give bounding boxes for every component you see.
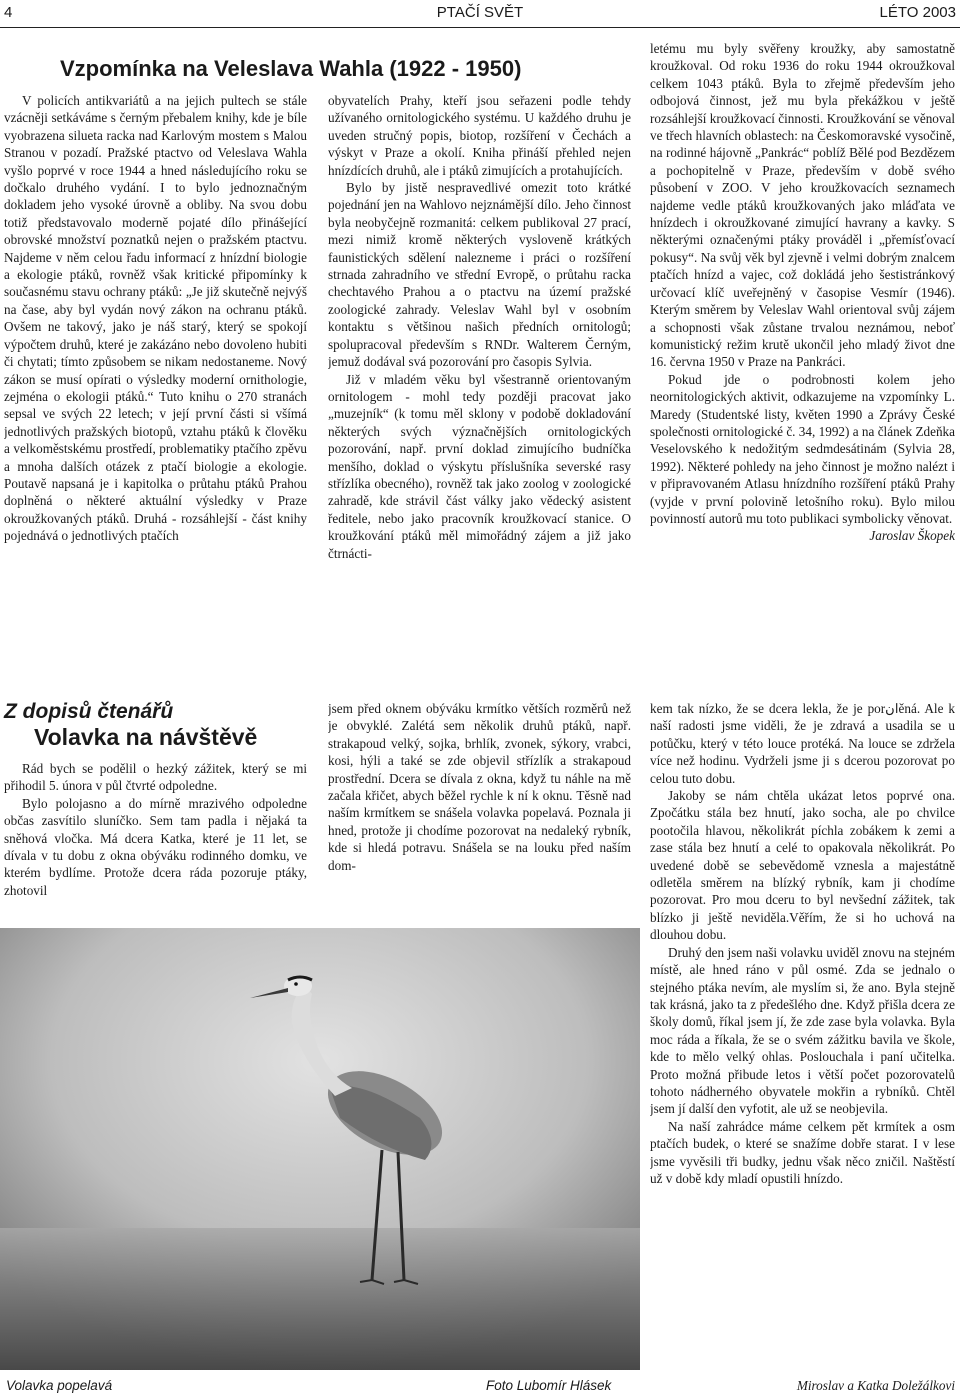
heron-illustration xyxy=(0,928,640,1370)
paragraph: Na naší zahrádce máme celkem pět krmítek a osm ptačích budek, o které se snažíme dobře starat. I v lese jsme vyvěsili tři budky, jednu však něco zničil. Naštěstí už v době kdy mladí opustili hnízdo. xyxy=(650,1118,955,1186)
article2-column-2 xyxy=(328,700,631,920)
page-number: 4 xyxy=(4,4,13,21)
article1-column-2 xyxy=(328,92,631,684)
paragraph: Jakoby se nám chtěla ukázat letos poprvé ona. Zpočátku stála bez hnutí, jako socha, ale po chvilce pootočila hlavou, několikrát píchla zobákem k zemi a zase stála bez hnutí a celé to opakovala několikrát. Po uvedené době se sebevědomě vznesla a majestátně odletěla směrem na blízký rybník, kam ji chodíme pozorovat. Pro mou dceru to byl nevšední zážitek, tak blízko ji ještě neviděla.Věřím, že si ho uchová na dlouhou dobu. xyxy=(650,788,955,943)
letter-signature: Miroslav a Katka Doležálkovi xyxy=(796,1378,955,1393)
article-title: Vzpomínka na Veleslava Wahla (1922 - 1950) xyxy=(60,56,522,81)
author-signature: Jaroslav Škopek xyxy=(869,528,955,544)
paragraph: Pokud jde o podrobnosti kolem jeho neornitologických aktivit, odkazujeme na vzpomínky L. Maredy (Studentské listy, květen 1990 a Zprávy České společnosti ornitologické č. 34, 1992) a na článek Zdeňka Veselovského k nedožitým sedmdesátinám (Sylvia 28, 1992). Některé pohledy na jeho činnost je možno nalézt i v připravovaném Atlasu hnízdního rozšíření ptáků Prahy (vyjde v první polovině letošního roku). Bylo milou povinností autorů mu toto publikaci symbolicky věnovat. xyxy=(650,371,955,526)
paragraph: obyvatelích Prahy, kteří jsou seřazeni podle tehdy užívaného ornitologického systému. U každého druhu je uveden stručný popis, biotop, rozšíření v Čechách a výskyt v Praze a okolí. Kniha přináší přehled nejen hnízdících druhů, ale i ptáků zimujících a protahujících. xyxy=(328,93,631,178)
magazine-title: PTAČÍ SVĚT xyxy=(436,4,524,21)
paragraph: Bylo by jistě nespravedlivé omezit toto krátké pojednání jen na Wahlovo nejznámější dílo. Jeho činnost byla neobyčejně rozmanitá: celkem publikoval 27 prací, mezi nimiž kromě některých vysloveně krátkých faunistických sdělení nalezneme i práci o rozšíření strnada zahradního ve střední Evropě, o průtahu racka chechtavého Prahou a o ptactvu na území pražské zoologické zahrady. Veleslav Wahl byl v osobním kontaktu s většinou našich předních ornitologů; spolupracoval především s RNDr. Walterem Černým, jemuž dodával svá pozorování pro časopis Sylvia. xyxy=(328,180,631,370)
section-title: Z dopisů čtenářů xyxy=(4,700,174,723)
paragraph: jsem před oknem obýváku krmítko větších rozměrů než je obvyklé. Zalétá sem několik druhů ptáků, např. strakapoud velký, sojka, brhlík, zvonek, sýkory, vrabci, kosi, hýli a také se zde objevil střízlík a strakapoud prostřední. Dcera se dívala z okna, když tu náhle na mě začala křičet, abych běžel rychle k ní k oknu. Těsně nad naším krmítkem se snášela volavka popelavá. Poznala ji hned, protože ji chodíme pozorovat na nedaleký rybník, kde si hledá potravu. Snášela se na louku před naším dom- xyxy=(328,701,631,873)
paragraph: Již v mladém věku byl všestranně orientovaným ornitologem - mohl tedy později pracovat jako „muzejník“ (k tomu měl sklony v podobě dokladování některých svých význačnějších ornitologických pozorování, např. první doklad zimujícího budníčka menšího, doklad o výskytu příslušníka severské rasy střízlíka obecného), rovněž tak jako zoolog v zoologické zahradě, kde strávil část války jako vědecký asistent ředitele, nebo jako pracovník kroužkovací stanice. O kroužkování ptáků měl mimořádný zájem a již jako čtrnácti- xyxy=(328,371,631,561)
heron-photo xyxy=(0,928,640,1370)
article1-column-1 xyxy=(4,92,307,684)
article1-column-3 xyxy=(650,40,955,684)
header-rule xyxy=(0,27,960,28)
paragraph: V policích antikvariátů a na jejich pultech se stále vzácněji setkáváme s černým přebalem knihy, kde je bíle vyobrazena silueta racka nad Karlovým mostem s Malou Stranou v pozadí. Pražské ptactvo od Veleslava Wahla vyšlo poprvé v roce 1944 a hned následujícího roku se dočkalo druhého vydání. I to bylo jednoznačným dokladem jeho vysoké úrovně a obliby. Na svou dobu totiž představovalo moderně pojaté dílo přinášející obrovské množství poznatků nejen o pražském ptactvu. Najdeme v něm celou řadu informací z hnízdní biologie a ekologie ptáků, rovněž však kritické připomínky k současnému stavu ochrany ptáků: „Je již skutečně nejvýš na čase, aby byl vydán nový zákon na ochranu ptáků. Ovšem ne takový, jako je náš starý, který se spokojí výpočtem druhů, které je zakázáno nebo dovoleno hubiti či chytati; tímto způsobem se nikam nedostaneme. Nový zákon se musí opírati o výsledky moderní ornithologie, zejména o ekologii ptáků.“ Tuto knihu o 270 stranách sepsal ve svých 22 letech; v její první části si všímá jednotlivých pražských biotopů, vztahu ptáků k člověku a velkoměstskému prostředí, problematiky ptačího zpěvu a mnoha dalších otázek z ptačí biologie a ekologie. Poutavě napsaná je i kapitolka o průtahu ptáků Prahou doplněná o některé aktuální výsledky v Praze okroužkovaných ptáků. Druhá - rozsáhlejší - část knihy pojednává o jednotlivých ptačích xyxy=(4,93,307,544)
paragraph: kem tak nízko, že se dcera lekla, že je porانěná. Ale k naší radosti jsme viděli, že je zdravá a usadila se u potůčku, který v této louce protéká. Na louce se zdržela více než hodinu. Vydrželi jsme ji s dcerou pozorovat po celou tuto dobu. xyxy=(650,701,955,786)
paragraph: Druhý den jsem naši volavku uviděl znovu na stejném místě, ale hned ráno v půl osmé. Zda se jednalo o stejného ptáka nevím, ale myslím si, že ano. Byla stejně tak krásná, jako ta z předešlého dne. Když přišla dcera ze školy domů, říkal jsem jí, že zde zase byla volavka. Byla moc ráda a říkala, že se o svém zážitku bavila ve škole, kde to mělo velký ohlas. Poslouchala i paní učitelka. Proto možná přibude letos i větší počet pozorovatelů tohoto nádherného obyvatele mokřin a rybníků. Chtěl jsem jí další den vyfotit, ale už se neobjevila. xyxy=(650,944,955,1117)
photo-credit: Foto Lubomír Hlásek xyxy=(486,1378,612,1393)
article2-column-3 xyxy=(650,700,955,1376)
paragraph: Bylo polojasno a do mírně mrazivého odpoledne občas zasvítilo sluníčko. Sem tam padla i nějaká ta sněhová vločka. Má dcera Katka, které je 11 let, se dívala v tu dobu z okna obýváku rodinného domku, ve kterém bydlíme. Protože dcera ráda pozoruje ptáky, zhotovil xyxy=(4,795,307,898)
paragraph: Rád bych se podělil o hezký zážitek, který se mi přihodil 5. února v půl čtvrté odpoledne. xyxy=(4,761,307,794)
paragraph: letému mu byly svěřeny kroužky, aby samostatně kroužkoval. Od roku 1936 do roku 1944 okroužkoval celkem 1043 ptáků. Byla to zřejmě především jeho odbojová činnost, jež mu byla překážkou v ještě rozsáhlejší kroužkovací činnosti. Kroužkování se věnoval ve třech hlavních oblastech: na Českomoravské vysočině, na rodinné hájovně „Pankrác“ poblíž Bělé pod Bezdězem a pochopitelně v Praze, především v době svého působení v ZOO. V jeho kroužkovacích seznamech najdeme vedle ptáků kroužkovaných jako mláďata ve hnízdech i okroužkované zimující havrany a kavky. S některými označenými ptáky prováděl i „přemísťovací pokusy“. Na svůj věk byl zjevně i velmi dobrým znalcem ptačích hnízd a vajec, což dokládá jeho šestistránkový určovací klíč uveřejněný v časopise Vesmír (1946). Kterým směrem by Veleslav Wahl orientoval svůj zájem a schopnosti však zůstane trvalou neznámou, neboť komunistický režim krutě ukončil jeho mladý život dne 16. června 1950 v Praze na Pankráci. xyxy=(650,41,955,370)
photo-caption: Volavka popelavá xyxy=(6,1378,113,1393)
issue-label: LÉTO 2003 xyxy=(879,4,956,21)
letter-heading xyxy=(4,700,314,750)
letter-title: Volavka na návštěvě xyxy=(34,724,258,750)
article2-column-1 xyxy=(4,760,307,920)
